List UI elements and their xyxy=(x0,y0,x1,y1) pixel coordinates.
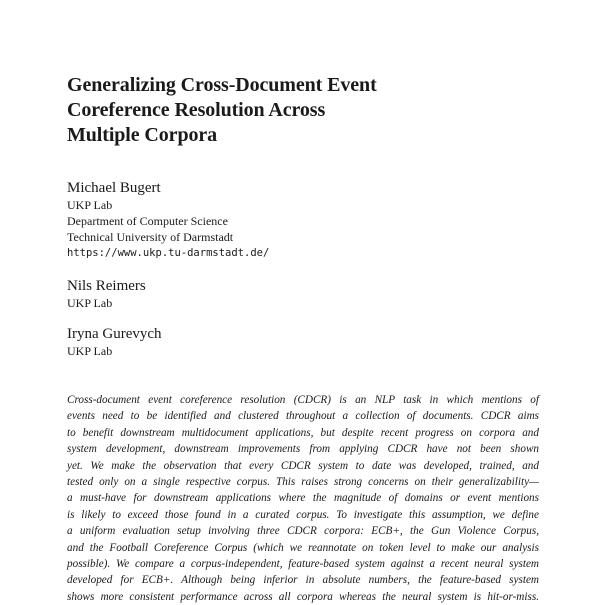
abstract-line: developed for ECB+. Although being inferior in absolute numbers, the feature-based system xyxy=(67,574,539,587)
abstract-line: Cross-document event coreference resolution (CDCR) is an NLP task in which mentions of xyxy=(67,394,539,406)
author-url[interactable]: https://www.ukp.tu-darmstadt.de/ xyxy=(67,247,270,259)
abstract-line: yet. We make the observation that every CDCR system to date was developed, trained, and xyxy=(67,459,539,472)
abstract-line: possible). We compare a corpus-independent, feature-based system against a recent neural system xyxy=(67,558,539,571)
affiliation-line: UKP Lab xyxy=(67,198,113,212)
abstract-line: and the Football Coreference Corpus (which we reannotate on token level to make our analysis xyxy=(67,541,539,554)
author-name: Michael Bugert xyxy=(67,180,161,196)
abstract-line: a uniform evaluation setup involving three CDCR corpora: ECB+, the Gun Violence Corpus, xyxy=(67,525,539,538)
abstract-line: system development, downstream improvements from applying CDCR have not been shown xyxy=(67,443,539,456)
paper-title xyxy=(67,73,487,148)
author-name: Nils Reimers xyxy=(67,278,146,294)
abstract-line: events need to be identified and clustered throughout a collection of documents. CDCR aims xyxy=(67,410,539,423)
affiliation-line: UKP Lab xyxy=(67,344,113,358)
affiliation-line: UKP Lab xyxy=(67,296,113,310)
abstract-line: is likely to exceed those found in a curated corpus. To investigate this assumption, we define xyxy=(67,508,539,521)
abstract xyxy=(67,392,539,605)
abstract-line: tested only on a single respective corpus. This raises strong concerns on their generalizability— xyxy=(67,476,539,489)
affiliation-line: Technical University of Darmstadt xyxy=(67,230,234,244)
title-line: Multiple Corpora xyxy=(67,124,218,146)
author-nils-reimers xyxy=(67,277,146,311)
abstract-line: to benefit downstream multidocument applications, but despite recent progress on corpora and xyxy=(67,426,539,439)
abstract-line: shows more consistent performance across all corpora whereas the neural system is hit-or-miss. xyxy=(67,590,539,603)
affiliation-line: Department of Computer Science xyxy=(67,214,228,228)
author-name: Iryna Gurevych xyxy=(67,326,162,342)
title-line: Coreference Resolution Across xyxy=(67,99,326,121)
author-michael-bugert xyxy=(67,179,269,262)
author-iryna-gurevych xyxy=(67,325,162,359)
title-line: Generalizing Cross-Document Event xyxy=(67,74,377,96)
abstract-line: a must-have for downstream applications where the magnitude of domains or event mentions xyxy=(67,492,539,505)
